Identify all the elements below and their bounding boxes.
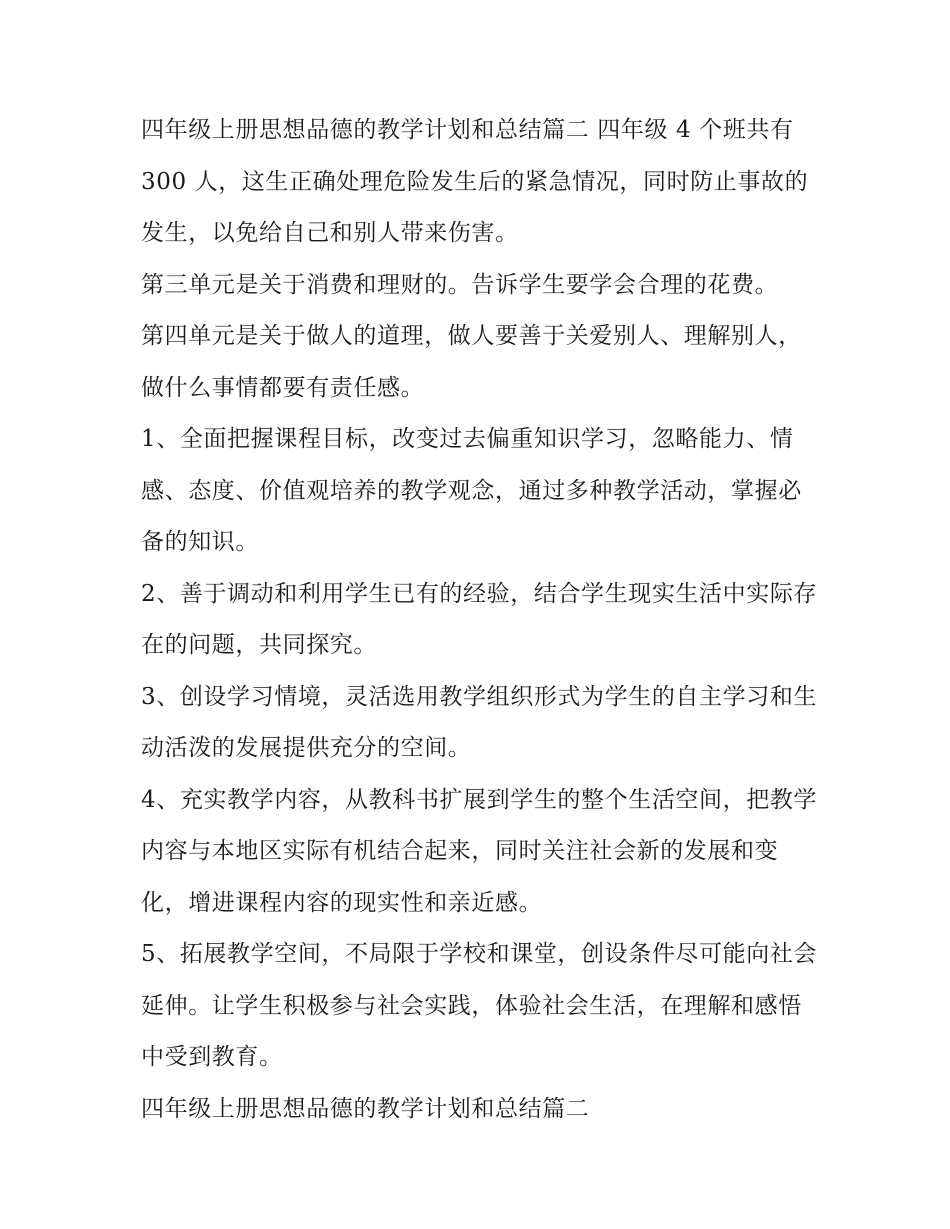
- paragraph-unit-three: 第三单元是关于消费和理财的。告诉学生要学会合理的花费。: [141, 271, 779, 298]
- paragraph-closing-title: 四年级上册思想品德的教学计划和总结篇二: [141, 1095, 590, 1122]
- paragraph-item-4: 4、充实教学内容，从教科书扩展到学生的整个生活空间，把教学内容与本地区实际有机结合起来，同时关注社会新的发展和变化，增进课程内容的现实性和亲近感。: [141, 786, 818, 916]
- paragraph-item-5: 5、拓展教学空间，不局限于学校和课堂，创设条件尽可能向社会延伸。让学生积极参与社会实践，体验社会生活，在理解和感悟中受到教育。: [141, 941, 818, 1070]
- paragraph-intro: 四年级上册思想品德的教学计划和总结篇二 四年级 4 个班共有 300 人，这生正确处理危险发生后的紧急情况，同时防止事故的发生，以免给自己和别人带来伤害。: [141, 117, 809, 246]
- paragraph-item-1: 1、全面把握课程目标，改变过去偏重知识学习，忽略能力、情感、态度、价值观培养的教学观念，通过多种教学活动，掌握必备的知识。: [141, 426, 802, 555]
- paragraph-item-3: 3、创设学习情境，灵活选用教学组织形式为学生的自主学习和生动活泼的发展提供充分的空间。: [141, 683, 818, 761]
- paragraph-item-2: 2、善于调动和利用学生已有的经验，结合学生现实生活中实际存在的问题，共同探究。: [141, 580, 818, 658]
- document-body: [141, 105, 821, 1135]
- paragraph-unit-four: 第四单元是关于做人的道理，做人要善于关爱别人、理解别人，做什么事情都要有责任感。: [141, 323, 802, 401]
